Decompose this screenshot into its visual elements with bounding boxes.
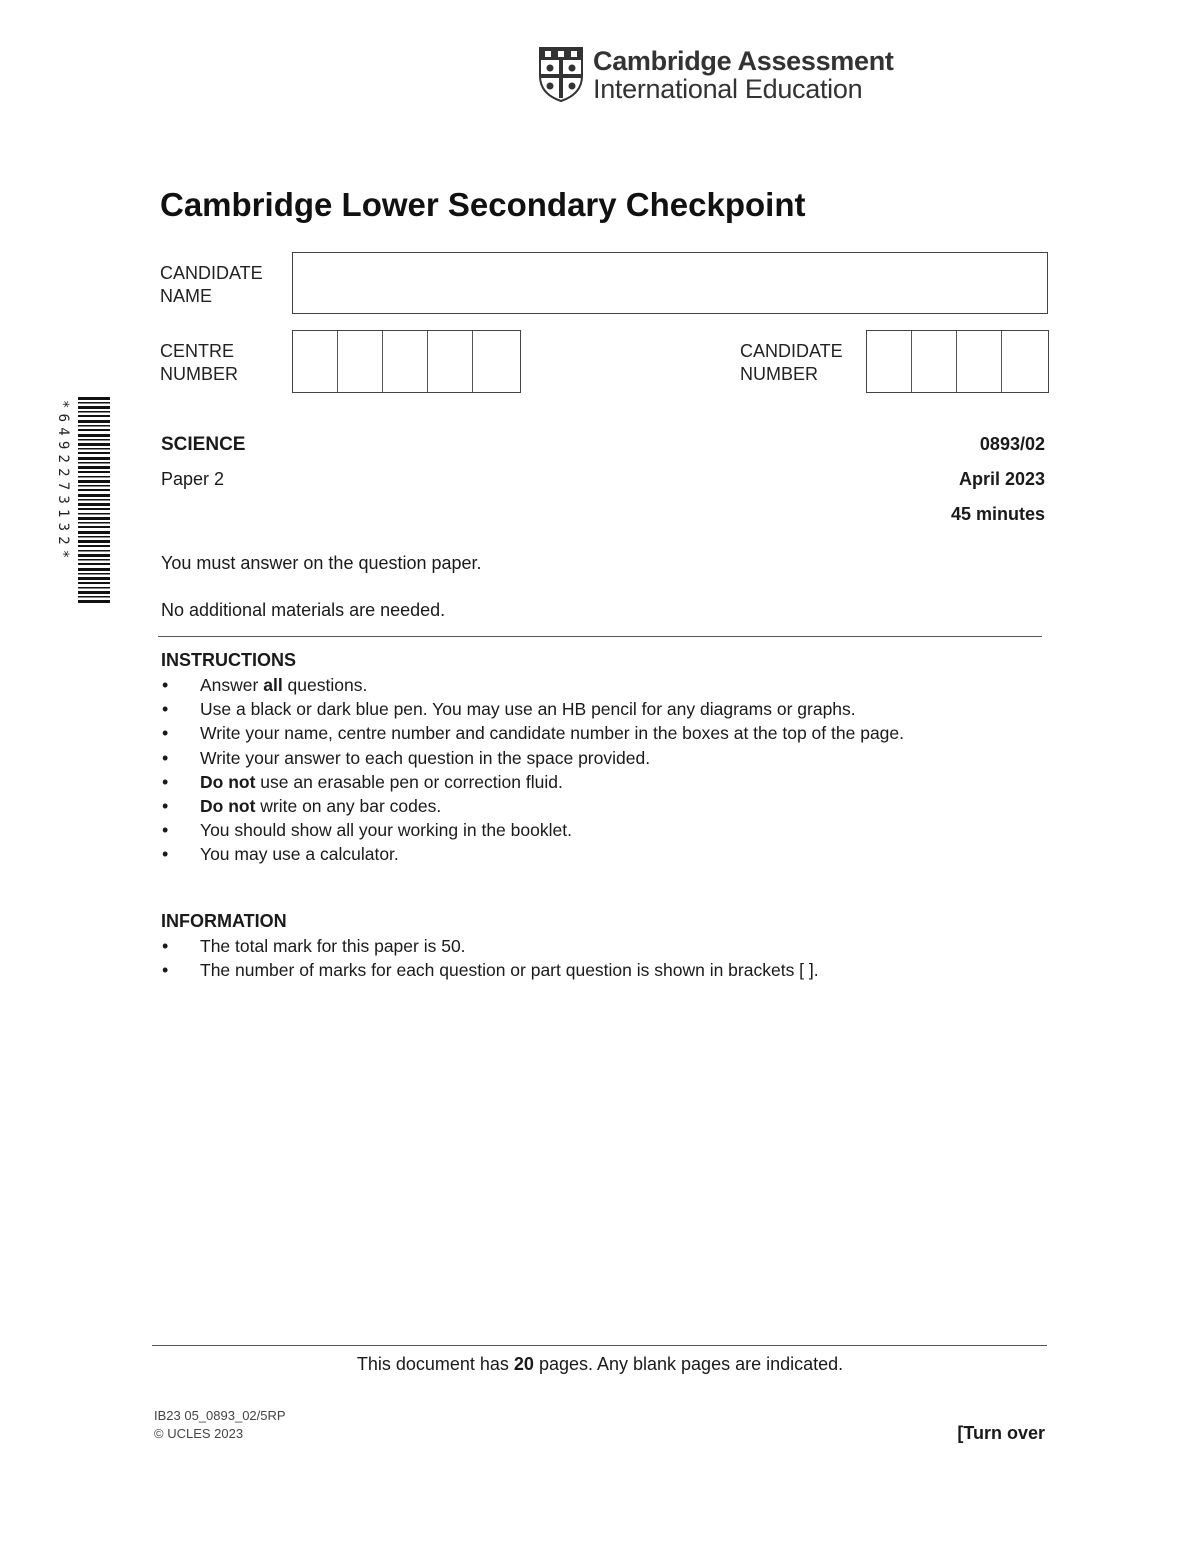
- cambridge-logo: [538, 46, 894, 106]
- candidate-number-box[interactable]: [912, 331, 957, 392]
- copyright: © UCLES 2023: [154, 1426, 244, 1441]
- information-heading: INFORMATION: [161, 911, 287, 931]
- candidate-number-box[interactable]: [867, 331, 912, 392]
- instruction-item: • Do not write on any bar codes.: [161, 794, 904, 818]
- paper-number: Paper 2: [161, 469, 225, 489]
- centre-number-box[interactable]: [428, 331, 473, 392]
- instructions-list: [161, 673, 904, 867]
- barcode-number: *6492273132*: [55, 400, 71, 564]
- information-list: [161, 934, 819, 982]
- page-count-note: This document has 20 pages. Any blank pages are indicated.: [356, 1354, 844, 1374]
- candidate-number-label: CANDIDATE NUMBER: [740, 341, 843, 384]
- centre-number-box[interactable]: [293, 331, 338, 392]
- instruction-item: • Answer all questions.: [161, 673, 904, 697]
- instruction-item: • Do not use an erasable pen or correction fluid.: [161, 770, 904, 794]
- instructions-heading: INSTRUCTIONS: [161, 650, 296, 670]
- information-item: • The number of marks for each question or part question is shown in brackets [ ].: [161, 958, 819, 982]
- candidate-number-field[interactable]: [866, 330, 1049, 393]
- candidate-number-box[interactable]: [1002, 331, 1047, 392]
- candidate-name-label: CANDIDATE NAME: [160, 263, 263, 306]
- instruction-item: • You may use a calculator.: [161, 842, 904, 866]
- instruction-item: • Use a black or dark blue pen. You may use an HB pencil for any diagrams or graphs.: [161, 697, 904, 721]
- turn-over: [Turn over: [957, 1423, 1045, 1443]
- instruction-item: • You should show all your working in the booklet.: [161, 818, 904, 842]
- logo-line-2: International Education: [593, 74, 863, 104]
- exam-session: April 2023: [958, 469, 1045, 489]
- materials-note: No additional materials are needed.: [161, 600, 446, 620]
- instruction-item: • Write your name, centre number and candidate number in the boxes at the top of the page.: [161, 721, 904, 745]
- candidate-number-box[interactable]: [957, 331, 1002, 392]
- document-code: IB23 05_0893_02/5RP: [154, 1408, 286, 1423]
- subject-title: SCIENCE: [161, 434, 246, 455]
- centre-number-box[interactable]: [473, 331, 518, 392]
- footer-divider: [152, 1345, 1047, 1346]
- centre-number-box[interactable]: [338, 331, 383, 392]
- page-title: Cambridge Lower Secondary Checkpoint: [160, 186, 806, 223]
- logo-line-1: Cambridge Assessment: [593, 46, 894, 76]
- answer-note: You must answer on the question paper.: [161, 553, 482, 573]
- barcode: [78, 397, 110, 603]
- divider: [158, 636, 1042, 637]
- exam-duration: 45 minutes: [950, 504, 1045, 524]
- instruction-item: • Write your answer to each question in the space provided.: [161, 746, 904, 770]
- candidate-name-field[interactable]: [292, 252, 1048, 314]
- syllabus-code: 0893/02: [979, 434, 1045, 454]
- information-item: • The total mark for this paper is 50.: [161, 934, 819, 958]
- cambridge-shield-icon: [538, 46, 584, 102]
- centre-number-box[interactable]: [383, 331, 428, 392]
- centre-number-field[interactable]: [292, 330, 521, 393]
- centre-number-label: CENTRE NUMBER: [160, 341, 239, 384]
